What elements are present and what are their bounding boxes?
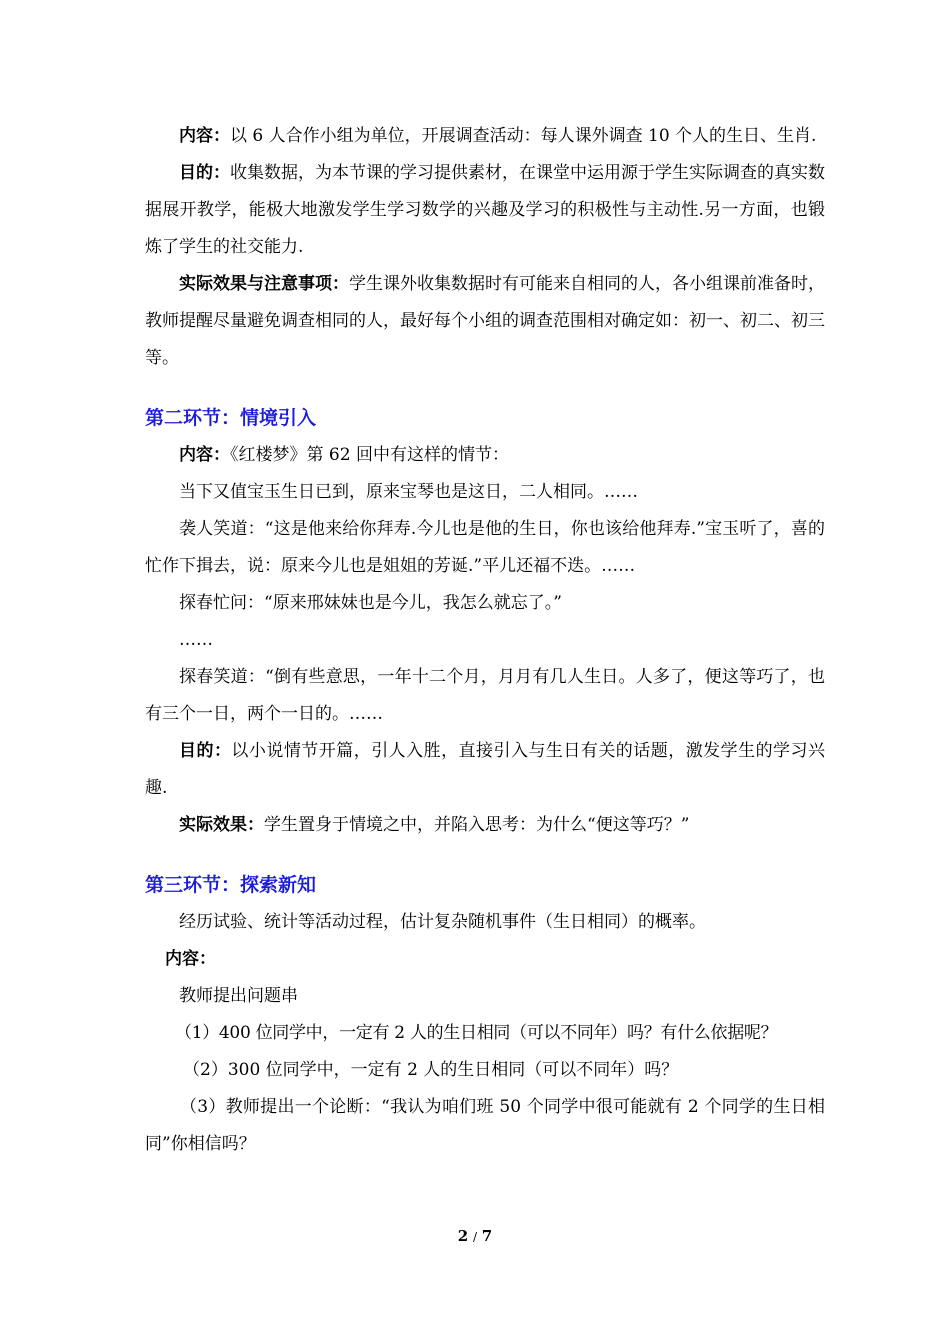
question-item: （1）400 位同学中，一定有 2 人的生日相同（可以不同年）吗？有什么依据呢？ [175, 1023, 778, 1043]
quote-paragraph: 探春忙问：“原来邢妹妹也是今儿，我怎么就忘了。” [179, 593, 562, 613]
page-separator: / [472, 1230, 478, 1244]
ellipsis-line: …… [179, 630, 213, 650]
purpose-label: 目的： [179, 741, 232, 761]
content-label: 内容： [179, 126, 230, 146]
section3-heading: 第三环节：探索新知 [145, 874, 317, 896]
content-label: 内容： [179, 445, 230, 465]
purpose-text: 收集数据，为本节课的学习提供素材，在课堂中运用源于学生实际调查的真实数据展开教学，能极大地激发学生学习数学的兴趣及学习的积极性与主动性.另一方面，也锻炼了学生的社交能力. [145, 163, 825, 257]
content-text: 《红楼梦》第 62 回中有这样的情节： [230, 445, 509, 465]
question-item: （3）教师提出一个论断：“我认为咱们班 50 个同学中很可能就有 2 个同学的生日相同”你相信吗？ [145, 1097, 825, 1154]
section1-purpose-paragraph [145, 155, 825, 266]
page-body [145, 118, 825, 1163]
effect-label: 实际效果： [179, 815, 264, 835]
content-label: 内容： [165, 949, 216, 969]
section1-content-paragraph [145, 118, 825, 155]
section2-content-paragraph [145, 437, 825, 474]
total-page-count: 7 [481, 1227, 493, 1245]
current-page-number: 2 [457, 1227, 469, 1245]
quote-paragraph: 当下又值宝玉生日已到，原来宝琴也是这日，二人相同。…… [179, 482, 638, 502]
section3-intro: 经历试验、统计等活动过程，估计复杂随机事件（生日相同）的概率。 [179, 912, 706, 932]
question-list-title: 教师提出问题串 [179, 986, 298, 1006]
section1-effect-paragraph [145, 266, 825, 377]
purpose-text: 以小说情节开篇，引人入胜，直接引入与生日有关的话题，激发学生的学习兴趣. [145, 741, 826, 798]
section2-purpose-paragraph [145, 733, 825, 807]
content-text: 以 6 人合作小组为单位，开展调查活动：每人课外调查 10 个人的生日、生肖. [230, 126, 817, 146]
effect-text: 学生课外收集数据时有可能来自相同的人，各小组课前准备时，教师提醒尽量避免调查相同的人，最好每个小组的调查范围相对确定如：初一、初二、初三等。 [145, 274, 825, 368]
section2-effect-paragraph [145, 807, 825, 844]
quote-paragraph: 袭人笑道：“这是他来给你拜寿.今儿也是他的生日，你也该给他拜寿.”宝玉听了，喜的忙作下揖去，说：原来今儿也是姐姐的芳诞.”平儿还福不迭。…… [145, 519, 825, 576]
effect-label: 实际效果与注意事项： [179, 274, 349, 294]
section3-content-label-line [145, 941, 825, 978]
effect-text: 学生置身于情境之中，并陷入思考：为什么“便这等巧？” [264, 815, 690, 835]
section2-heading: 第二环节：情境引入 [145, 407, 317, 429]
question-item: （2）300 位同学中，一定有 2 人的生日相同（可以不同年）吗？ [183, 1060, 679, 1080]
purpose-label: 目的： [179, 163, 230, 183]
page-number [0, 1227, 950, 1245]
quote-paragraph: 探春笑道：“倒有些意思，一年十二个月，月月有几人生日。人多了，便这等巧了，也有三个一日，两个一日的。…… [145, 667, 825, 724]
